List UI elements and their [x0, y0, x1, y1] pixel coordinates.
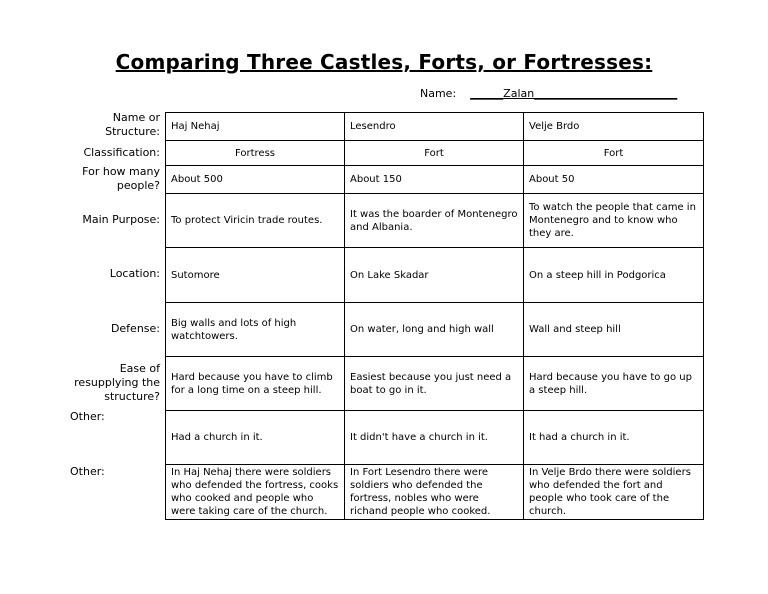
table-row-resupply [166, 357, 704, 411]
table-row-other-1 [166, 411, 704, 465]
row-label-defense: Defense: [110, 322, 160, 335]
cell-resupply-1: Hard because you have to climb for a long time on a steep hill. [166, 357, 345, 411]
row-label-name: Name or Structure: [105, 111, 160, 138]
cell-other2-2: In Fort Lesendro there were soldiers who defended the fortress, nobles who were richand people who cooked. [345, 465, 524, 520]
cell-classification-3: Fort [524, 141, 704, 166]
cell-resupply-3: Hard because you have to go up a steep hill. [524, 357, 704, 411]
cell-resupply-2: Easiest because you just need a boat to go in it. [345, 357, 524, 411]
row-label-how-many: For how many people? [82, 165, 160, 192]
comparison-table [165, 112, 704, 520]
cell-location-2: On Lake Skadar [345, 248, 524, 303]
name-label: Name: [420, 87, 457, 100]
cell-other1-2: It didn't have a church in it. [345, 411, 524, 465]
cell-defense-2: On water, long and high wall [345, 303, 524, 357]
page-title: Comparing Three Castles, Forts, or Fortresses: [115, 50, 653, 74]
cell-other2-1: In Haj Nehaj there were soldiers who defended the fortress, cooks who cooked and people who were taking care of the church. [166, 465, 345, 520]
cell-location-3: On a steep hill in Podgorica [524, 248, 704, 303]
cell-how-many-2: About 150 [345, 166, 524, 194]
row-label-location: Location: [109, 267, 160, 280]
table-row-other-2 [166, 465, 704, 520]
cell-other1-3: It had a church in it. [524, 411, 704, 465]
cell-purpose-2: It was the boarder of Montenegro and Albania. [345, 194, 524, 248]
table-row-how-many [166, 166, 704, 194]
row-label-other-1: Other: [70, 410, 105, 423]
name-value: ______Zalan__________________________ [470, 87, 678, 100]
cell-how-many-3: About 50 [524, 166, 704, 194]
cell-defense-3: Wall and steep hill [524, 303, 704, 357]
table-row-location [166, 248, 704, 303]
cell-classification-2: Fort [345, 141, 524, 166]
row-label-purpose: Main Purpose: [82, 213, 160, 226]
cell-purpose-1: To protect Viricin trade routes. [166, 194, 345, 248]
cell-how-many-1: About 500 [166, 166, 345, 194]
row-label-other-2: Other: [70, 465, 105, 478]
table-row-name [166, 113, 704, 141]
cell-defense-1: Big walls and lots of high watchtowers. [166, 303, 345, 357]
cell-purpose-3: To watch the people that came in Montenegro and to know who they are. [524, 194, 704, 248]
cell-classification-1: Fortress [166, 141, 345, 166]
cell-name-1: Haj Nehaj [166, 113, 345, 141]
cell-name-3: Velje Brdo [524, 113, 704, 141]
row-label-classification: Classification: [83, 146, 160, 159]
cell-other1-1: Had a church in it. [166, 411, 345, 465]
table-row-purpose [166, 194, 704, 248]
name-line [420, 87, 677, 100]
cell-name-2: Lesendro [345, 113, 524, 141]
table-row-classification [166, 141, 704, 166]
row-label-resupply: Ease of resupplying the structure? [74, 362, 160, 403]
cell-location-1: Sutomore [166, 248, 345, 303]
table-row-defense [166, 303, 704, 357]
cell-other2-3: In Velje Brdo there were soldiers who defended the fort and people who took care of the church. [524, 465, 704, 520]
